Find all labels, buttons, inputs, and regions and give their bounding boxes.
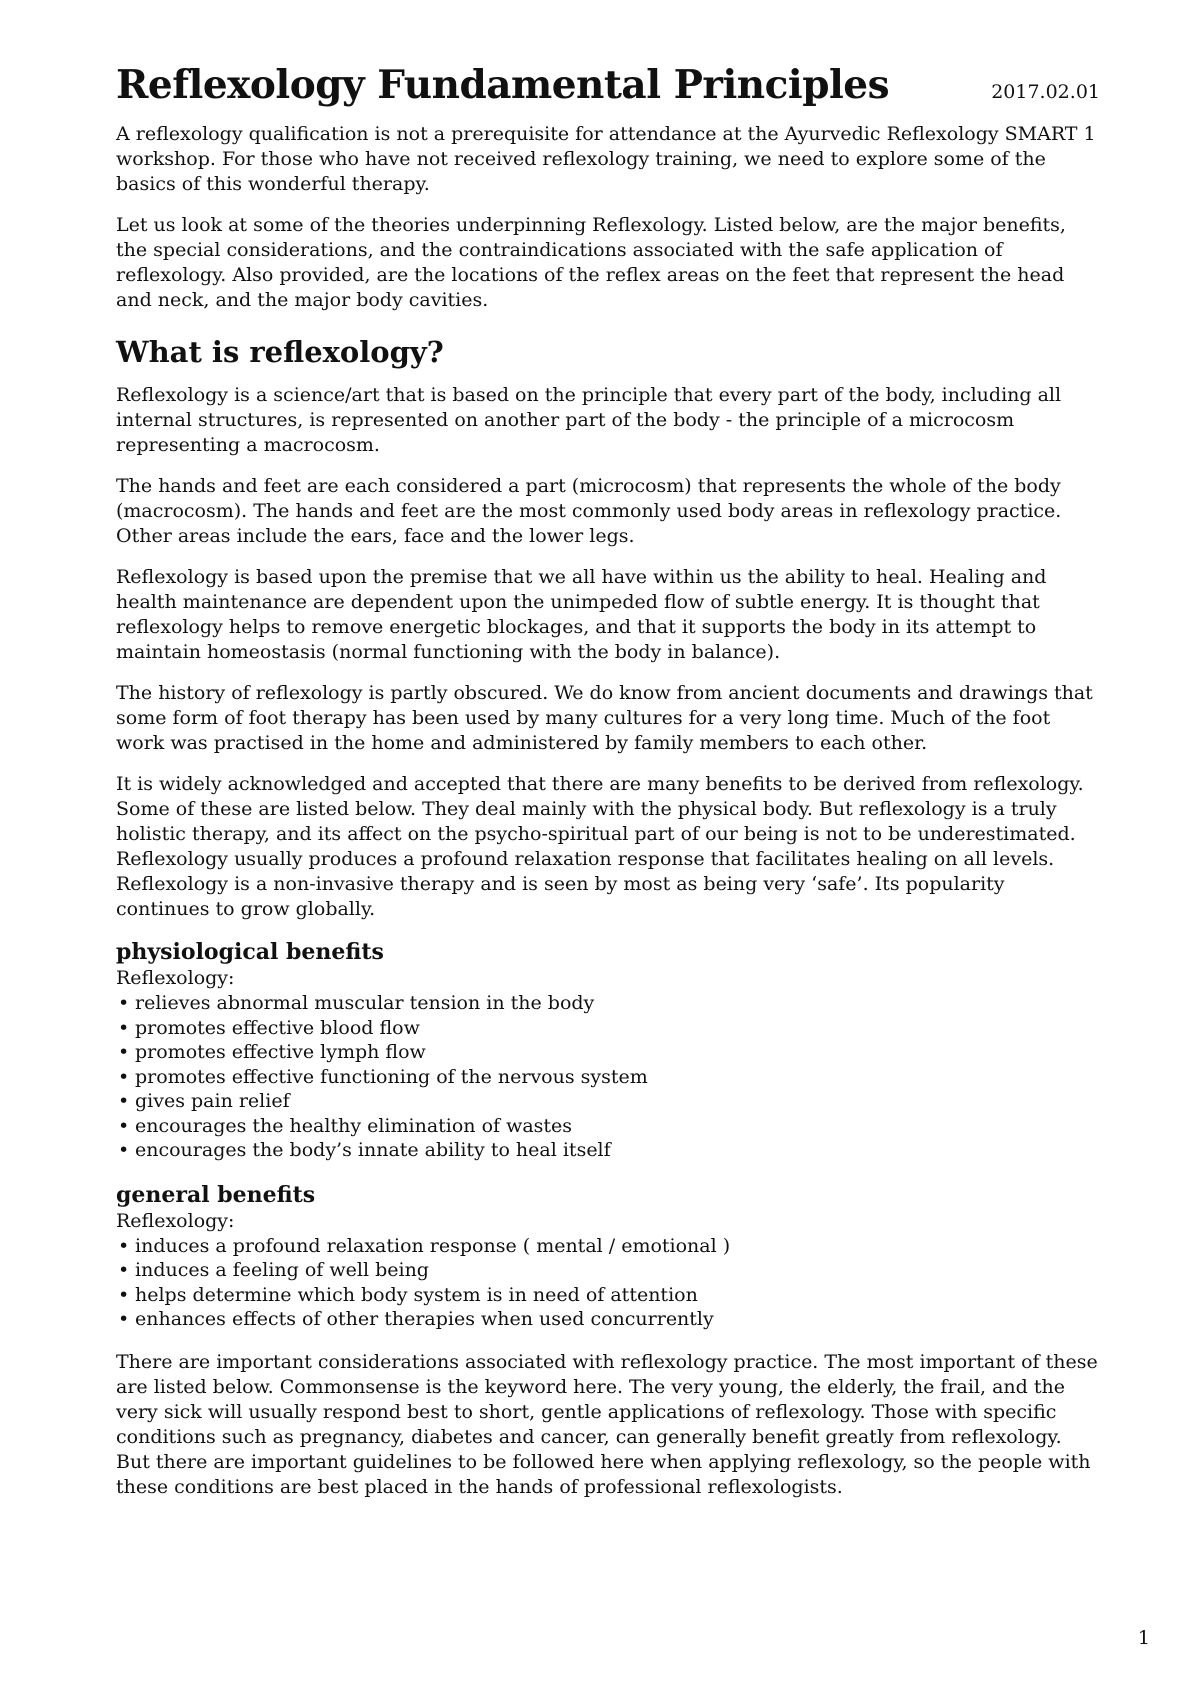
list-item: • encourages the body’s innate ability to heal itself xyxy=(116,1138,1100,1163)
list-item: • promotes effective blood flow xyxy=(116,1016,1100,1041)
body-paragraph: Reflexology is based upon the premise that we all have within us the ability to heal. Healing and health maintenance are dependent upon the unimpeded flow of subtle energy. It is thought that reflexology helps to remove energetic blockages, and that it supports the body in its attempt to maintain homeostasis (normal functioning with the body in balance). xyxy=(116,566,1047,663)
general-benefits-lead: Reflexology: xyxy=(116,1209,235,1232)
list-item: • induces a profound relaxation response ( mental / emotional ) xyxy=(116,1234,1100,1259)
section-heading: What is reflexology? xyxy=(116,335,444,369)
general-benefits-list xyxy=(116,1234,1100,1332)
body-paragraph: It is widely acknowledged and accepted that there are many benefits to be derived from reflexology. Some of these are listed below. They deal mainly with the physical body. But reflexology is a truly holistic therapy, and its affect on the psycho-spiritual part of our being is not to be underestimated. Reflexology usually produces a profound relaxation response that facilitates healing on all levels. Reflexology is a non-invasive therapy and is seen by most as being very ‘safe’. Its popularity continues to grow globally. xyxy=(116,773,1084,920)
physiological-benefits-lead: Reflexology: xyxy=(116,967,235,989)
body-paragraph: The hands and feet are each considered a part (microcosm) that represents the whole of the body (macrocosm). The hands and feet are the most commonly used body areas in reflexology practice. Other areas include the ears, face and the lower legs. xyxy=(116,475,1062,547)
closing-paragraph: There are important considerations associated with reflexology practice. The most important of these are listed below. Commonsense is the keyword here. The very young, the elderly, the frail, and the very sick will usually respond best to short, gentle applications of reflexology. Those with specific conditions such as pregnancy, diabetes and cancer, can generally benefit greatly from reflexology. But there are important guidelines to be followed here when applying reflexology, so the people with these conditions are best placed in the hands of professional reflexologists. xyxy=(116,1350,1098,1498)
list-item: • gives pain relief xyxy=(116,1089,1100,1114)
list-item: • induces a feeling of well being xyxy=(116,1258,1100,1283)
intro-paragraph: A reflexology qualification is not a prerequisite for attendance at the Ayurvedic Reflexology SMART 1 workshop. For those who have not received reflexology training, we need to explore some of the basics of this wonderful therapy. xyxy=(116,123,1096,195)
list-item: • enhances effects of other therapies when used concurrently xyxy=(116,1307,1100,1332)
list-item: • promotes effective lymph flow xyxy=(116,1040,1100,1065)
title-row xyxy=(116,62,1100,108)
document-date: 2017.02.01 xyxy=(991,81,1100,103)
body-paragraph: Reflexology is a science/art that is based on the principle that every part of the body, including all internal structures, is represented on another part of the body - the principle of a microcosm representing a macrocosm. xyxy=(116,384,1062,456)
general-benefits-heading: general benefits xyxy=(116,1181,316,1208)
physiological-benefits-list xyxy=(116,991,1100,1163)
document-page xyxy=(116,62,1100,1516)
list-item: • encourages the healthy elimination of wastes xyxy=(116,1114,1100,1139)
page-title: Reflexology Fundamental Principles xyxy=(116,62,890,108)
list-item: • relieves abnormal muscular tension in the body xyxy=(116,991,1100,1016)
page-number: 1 xyxy=(1137,1627,1150,1649)
list-item: • helps determine which body system is in need of attention xyxy=(116,1283,1100,1308)
intro-paragraph: Let us look at some of the theories underpinning Reflexology. Listed below, are the major benefits, the special considerations, and the contraindications associated with the safe application of reflexology. Also provided, are the locations of the reflex areas on the feet that represent the head and neck, and the major body cavities. xyxy=(116,214,1066,311)
body-paragraph: The history of reflexology is partly obscured. We do know from ancient documents and drawings that some form of foot therapy has been used by many cultures for a very long time. Much of the foot work was practised in the home and administered by family members to each other. xyxy=(116,682,1093,754)
list-item: • promotes effective functioning of the nervous system xyxy=(116,1065,1100,1090)
physiological-benefits-heading: physiological benefits xyxy=(116,939,384,965)
